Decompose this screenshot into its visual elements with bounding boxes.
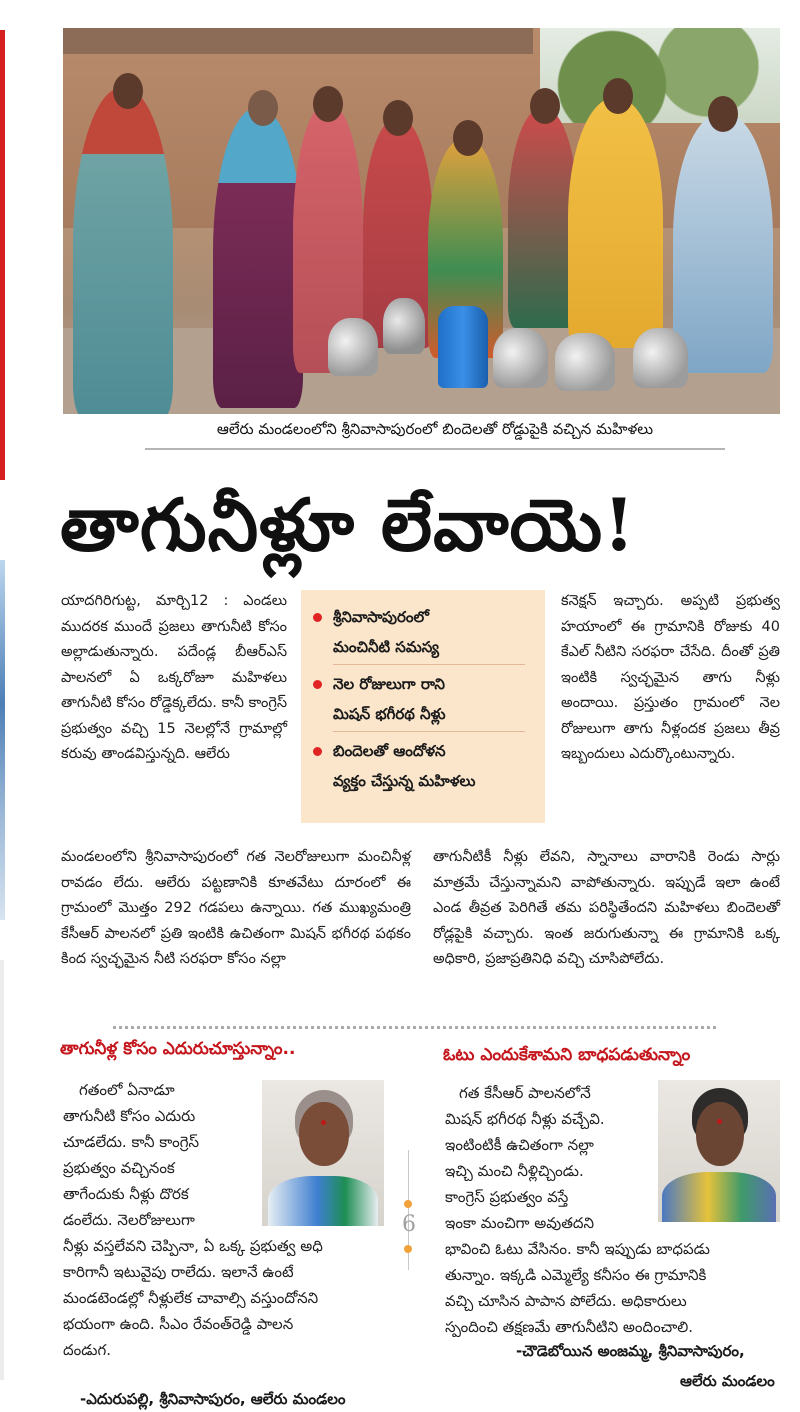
portrait-right <box>658 1080 780 1222</box>
text-line: ఇంకా మంచిగా అవుతదని <box>445 1214 595 1232</box>
article-text-wide-right: తాగునీటికీ నీళ్లు లేవని, స్నానాలు వారానికి రెండు సార్లు మాత్రమే చేస్తున్నామని వాపోతున్నారు. ఇప్పుడే ఇలా ఉంటే ఎండ తీవ్రత పెరిగితే తమ పరిస్థితేందని మహిళలు బిందెలతో రోడ్లపైకి వచ్చారు. ఇంత జరుగుతున్నా ఈ గ్రామానికి ఒక్క అధికారి, ప్రజాప్రతినిధి వచ్చి చూసిపోలేదు. <box>433 849 780 967</box>
red-bullet-icon <box>313 613 322 622</box>
text-line: తాగునీటి కోసం ఎదురు <box>63 1107 196 1125</box>
highlights-box <box>301 590 545 823</box>
photo-caption: ఆలేరు మండలంలోని శ్రీనివాసాపురంలో బిందెలతో రోడ్డుపైకి వచ్చిన మహిళలు <box>145 420 725 450</box>
highlight-line: బిందెలతో ఆందోళన <box>333 742 446 760</box>
water-pot <box>633 328 688 388</box>
left-edge-photo-strip <box>0 560 5 920</box>
highlight-divider <box>333 731 525 732</box>
text-line: వచ్చి చూసిన పాపాన పోలేదు. అధికారులు <box>445 1292 687 1310</box>
side-story-text-right-wide <box>445 1236 780 1340</box>
text-line: ఇచ్చి మంచి నీళ్లిచ్చిండు. <box>445 1162 584 1180</box>
text-line: తున్నాం. ఇక్కడి ఎమ్మెల్యే కనీసం ఈ గ్రామానికి <box>445 1266 707 1284</box>
text-line: భావించి ఓటు వేసినం. కానీ ఇప్పుడు బాధపడు <box>445 1240 710 1258</box>
text-line: చూడలేదు. కానీ కాంగ్రెస్‌ <box>63 1133 200 1151</box>
article-text-left: యాదగిరిగుట్ట, మార్చి12 : ఎండలు ముదరక ముందే ప్రజలు తాగునీటి కోసం అల్లాడుతున్నారు. పదేండ్ల బీఆర్‌ఎస్‌ పాలనలో ఏ ఒక్కరోజూ మహిళలు తాగునీటి కోసం రోడ్డెక్కలేదు. కానీ కాంగ్రెస్‌ ప్రభుత్వం వచ్చి 15 నెలల్లోనే గ్రామాల్లో కరువు తాండవిస్తున్నది. ఆలేరు <box>61 593 287 762</box>
portrait-face <box>696 1102 744 1166</box>
text-line: తాగేందుకు నీళ్లు దొరక <box>63 1185 189 1203</box>
text-line: గతంలో ఏనాడూ <box>79 1081 175 1099</box>
left-edge-gray-strip <box>0 960 4 1380</box>
highlight-item <box>313 669 545 729</box>
highlight-line: శ్రీనివాసాపురంలో <box>333 608 429 626</box>
photo-head <box>530 88 560 124</box>
photo-head <box>313 86 343 122</box>
article-text-right: కనెక్షన్‌ ఇచ్చారు. అప్పటి ప్రభుత్వ హయాంలో ఈ గ్రామానికి రోజుకు 40 కేఎల్‌ నీటిని సరఫరా చేసేది. దీంతో ప్రతి ఇంటికి స్వచ్ఛమైన తాగు నీళ్లు అందాయి. ప్రస్తుతం గ్రామంలో నెల రోజులుగా తాగు నీళ్లందక ప్రజలు తీవ్ర ఇబ్బందులు ఎదుర్కొంటున్నారు. <box>561 593 780 762</box>
water-pot <box>555 333 615 391</box>
text-line: ఇంటింటికీ ఉచితంగా నల్లా <box>445 1136 594 1154</box>
photo-head <box>603 78 633 114</box>
red-bullet-icon <box>313 680 322 689</box>
side-story-text-right <box>445 1080 655 1236</box>
photo-head <box>248 90 278 126</box>
side-story-text-left <box>63 1077 253 1233</box>
text-line: డంలేదు. నెలరోజులుగా <box>63 1211 195 1229</box>
signature-right-place: ఆలేరు మండలం <box>680 1372 775 1390</box>
news-photo <box>63 28 780 414</box>
text-line: గత కేసీఆర్‌ పాలనలోనే <box>459 1084 591 1102</box>
article-text-wide-left: మండలంలోని శ్రీనివాసాపురంలో గత నెలరోజులుగా మంచినీళ్ల రావడం లేదు. ఆలేరు పట్టణానికి కూతవేటు దూరంలో ఈ గ్రామంలో మొత్తం 292 గడపలు ఉన్నాయి. గత ముఖ్యమంత్రి కేసీఆర్‌ పాలనలో ప్రతి ఇంటికి ఉచితంగా మిషన్‌ భగీరథ పథకం కింద స్వచ్ఛమైన నీటి సరఫరా కోసం నల్లా <box>61 849 411 967</box>
text-line: ప్రభుత్వం వచ్చినంక <box>63 1159 175 1177</box>
photo-head <box>708 96 738 132</box>
left-edge-red-strip <box>0 30 5 480</box>
text-line: దండుగ. <box>63 1341 111 1359</box>
water-pot <box>493 328 548 388</box>
photo-roof <box>63 28 533 54</box>
side-story-title-right: ఓటు ఎందుకేశామని బాధపడుతున్నాం <box>443 1045 691 1065</box>
portrait-sari <box>268 1176 378 1226</box>
photo-head <box>453 120 483 156</box>
text-line: మిషన్‌ భగీరథ నీళ్లు వచ్చేవి. <box>445 1110 605 1128</box>
photo-woman <box>568 98 663 348</box>
dotted-divider <box>113 1026 716 1029</box>
photo-trees <box>540 28 780 123</box>
photo-woman <box>213 108 303 408</box>
text-line: స్పందించి తక్షణమే తాగునీటిని అందించాలి. <box>445 1318 694 1336</box>
orange-dot-icon <box>404 1200 412 1208</box>
water-can <box>438 306 488 388</box>
water-pot <box>383 298 425 354</box>
orange-dot-icon <box>404 1245 412 1253</box>
photo-head <box>113 73 143 109</box>
highlight-item <box>313 602 545 662</box>
signature-left: -ఎదురుపల్లి, శ్రీనివాసాపురం, ఆలేరు మండలం <box>80 1390 346 1408</box>
highlight-divider <box>333 664 525 665</box>
text-line: కారిగానీ ఇటువైపు రాలేదు. ఇలానే ఉంటే <box>63 1263 294 1281</box>
photo-head <box>383 100 413 136</box>
photo-woman <box>673 113 773 373</box>
text-line: నీళ్లు వస్తలేవని చెప్పినా, ఏ ఒక్క ప్రభుత్వ అధి <box>63 1237 323 1255</box>
side-story-text-left-wide <box>63 1233 403 1363</box>
highlight-line: మంచినీటి సమస్య <box>333 638 439 656</box>
red-bullet-icon <box>313 747 322 756</box>
headline: తాగునీళ్లూ లేవాయె! <box>60 482 636 567</box>
bindi-icon <box>321 1120 326 1125</box>
highlight-line: మిషన్‌ భగీరథ నీళ్లు <box>333 705 446 723</box>
highlight-item <box>313 736 545 796</box>
text-line: మండటెండల్లో నీళ్లులేక చావాల్సి వస్తుందోనని <box>63 1289 319 1307</box>
side-story-title-left: తాగునీళ్ల కోసం ఎదురుచూస్తున్నాం.. <box>60 1039 296 1059</box>
portrait-sari <box>662 1172 776 1222</box>
text-line: భయంగా ఉంది. సీఎం రేవంత్‌రెడ్డి పాలన <box>63 1315 294 1333</box>
bindi-icon <box>717 1119 722 1124</box>
highlight-line: వ్యక్తం చేస్తున్న మహిళలు <box>333 772 476 790</box>
photo-woman <box>73 88 173 414</box>
portrait-face <box>299 1102 349 1166</box>
highlight-line: నెల రోజులుగా రాని <box>333 675 445 693</box>
text-line: కాంగ్రెస్‌ ప్రభుత్వం వస్తే <box>445 1188 569 1206</box>
water-pot <box>328 318 378 376</box>
portrait-left <box>262 1080 384 1226</box>
signature-right: -చౌడెబోయిన అంజమ్మ, శ్రీనివాసాపురం, <box>516 1342 745 1360</box>
quote-icon: 6 <box>402 1212 416 1237</box>
